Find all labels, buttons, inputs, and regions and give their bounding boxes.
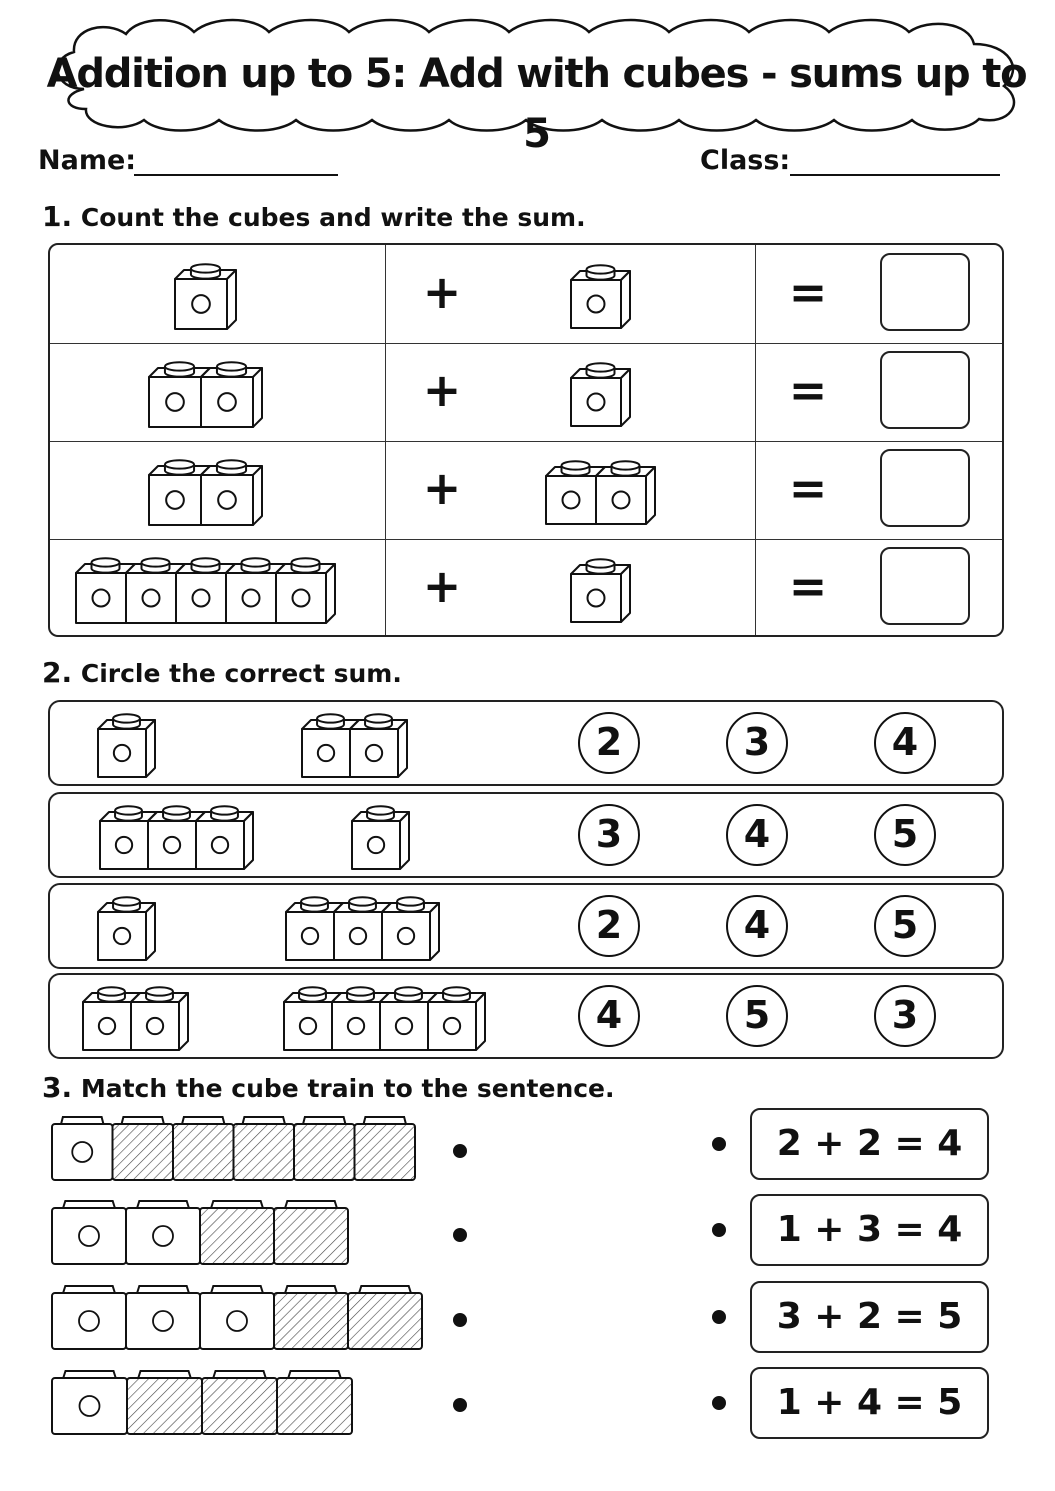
- shaded-cube-icon: [355, 1117, 416, 1180]
- sum-choice[interactable]: 2: [578, 712, 640, 774]
- answer-box[interactable]: [880, 449, 970, 527]
- shaded-cube-icon: [234, 1117, 295, 1180]
- plus-sign: +: [422, 265, 462, 319]
- sum-choice[interactable]: 4: [578, 985, 640, 1047]
- shaded-cube-icon: [274, 1286, 348, 1349]
- cube-icon: [571, 265, 630, 328]
- q3-heading: [42, 1071, 615, 1104]
- shaded-cube-icon: [202, 1371, 277, 1434]
- match-dot-right[interactable]: [712, 1137, 726, 1151]
- cube-group: [173, 257, 238, 335]
- answer-box[interactable]: [880, 547, 970, 625]
- cube-train[interactable]: [50, 1283, 424, 1355]
- shaded-cube-icon: [277, 1371, 352, 1434]
- cube-group: [96, 707, 157, 783]
- cube-icon: [52, 1117, 113, 1180]
- class-label: Class:: [700, 145, 791, 176]
- cube-icon: [126, 1286, 200, 1349]
- shaded-cube-icon: [173, 1117, 234, 1180]
- number-sentence[interactable]: 1 + 3 = 4: [750, 1194, 989, 1266]
- q3-instruction: Match the cube train to the sentence.: [80, 1074, 615, 1103]
- cube-icon: [571, 559, 630, 622]
- cube-group: [96, 890, 157, 966]
- plus-sign: +: [422, 559, 462, 613]
- match-dot-left[interactable]: [453, 1228, 467, 1242]
- sum-choice[interactable]: 3: [874, 985, 936, 1047]
- q1-row-divider: [50, 441, 1002, 442]
- q2-instruction: Circle the correct sum.: [80, 659, 402, 688]
- shaded-cube-icon: [294, 1117, 355, 1180]
- equals-sign: =: [788, 265, 828, 319]
- sum-choice[interactable]: 5: [874, 895, 936, 957]
- sum-choice[interactable]: 4: [726, 895, 788, 957]
- number-sentence[interactable]: 3 + 2 = 5: [750, 1281, 989, 1353]
- cube-group: [544, 454, 657, 530]
- q3-number: 3.: [42, 1071, 73, 1104]
- match-dot-left[interactable]: [453, 1313, 467, 1327]
- shaded-cube-icon: [113, 1117, 174, 1180]
- cube-icon: [52, 1371, 127, 1434]
- cube-icon: [98, 897, 155, 960]
- cube-icon: [428, 987, 485, 1050]
- shaded-cube-icon: [200, 1201, 274, 1264]
- plus-sign: +: [422, 363, 462, 417]
- cube-icon: [382, 897, 439, 960]
- number-sentence[interactable]: 2 + 2 = 4: [750, 1108, 989, 1180]
- q1-number: 1.: [42, 200, 73, 233]
- match-dot-left[interactable]: [453, 1398, 467, 1412]
- cube-icon: [126, 1201, 200, 1264]
- equals-sign: =: [788, 461, 828, 515]
- cube-group: [300, 707, 409, 783]
- name-field[interactable]: [134, 174, 338, 176]
- cube-icon: [200, 1286, 274, 1349]
- cube-group: [569, 356, 632, 432]
- cube-group: [569, 258, 632, 334]
- shaded-cube-icon: [348, 1286, 422, 1349]
- q2-heading: [42, 656, 402, 689]
- q1-row-divider: [50, 343, 1002, 344]
- cube-icon: [596, 461, 655, 524]
- sum-choice[interactable]: 3: [578, 804, 640, 866]
- cube-group: [74, 551, 337, 629]
- worksheet-title: Addition up to 5: Add with cubes - sums up to 5: [46, 51, 1027, 157]
- equals-sign: =: [788, 559, 828, 613]
- cube-icon: [571, 363, 630, 426]
- sum-choice[interactable]: 4: [726, 804, 788, 866]
- q1-col-divider: [385, 245, 386, 635]
- cube-group: [284, 890, 441, 966]
- shaded-cube-icon: [127, 1371, 202, 1434]
- match-dot-right[interactable]: [712, 1396, 726, 1410]
- cube-icon: [201, 362, 262, 427]
- sum-choice[interactable]: 4: [874, 712, 936, 774]
- shaded-cube-icon: [274, 1201, 348, 1264]
- q1-col-divider: [755, 245, 756, 635]
- sum-choice[interactable]: 2: [578, 895, 640, 957]
- cube-icon: [201, 460, 262, 525]
- cube-icon: [52, 1201, 126, 1264]
- cube-icon: [131, 987, 188, 1050]
- q1-heading: [42, 200, 586, 233]
- cube-group: [569, 552, 632, 628]
- q2-row: [48, 883, 1004, 969]
- class-field[interactable]: [790, 174, 1000, 176]
- equals-sign: =: [788, 363, 828, 417]
- q1-instruction: Count the cubes and write the sum.: [80, 203, 586, 232]
- q2-number: 2.: [42, 656, 73, 689]
- cube-icon: [52, 1286, 126, 1349]
- sum-choice[interactable]: 5: [874, 804, 936, 866]
- number-sentence[interactable]: 1 + 4 = 5: [750, 1367, 989, 1439]
- cube-icon: [350, 714, 407, 777]
- sum-choice[interactable]: 3: [726, 712, 788, 774]
- q2-row: [48, 973, 1004, 1059]
- q2-row: [48, 700, 1004, 786]
- sum-choice[interactable]: 5: [726, 985, 788, 1047]
- match-dot-right[interactable]: [712, 1310, 726, 1324]
- cube-train[interactable]: [50, 1368, 354, 1440]
- cube-icon: [196, 806, 253, 869]
- cube-group: [81, 980, 190, 1056]
- cube-icon: [276, 558, 335, 623]
- match-dot-left[interactable]: [453, 1144, 467, 1158]
- cube-icon: [352, 806, 409, 869]
- name-label: Name:: [38, 145, 137, 176]
- cube-icon: [175, 264, 236, 329]
- cube-group: [282, 980, 487, 1056]
- answer-box[interactable]: [880, 253, 970, 331]
- cube-group: [147, 355, 264, 433]
- q1-row-divider: [50, 539, 1002, 540]
- cube-group: [98, 799, 255, 875]
- cube-train[interactable]: [50, 1198, 350, 1270]
- match-dot-right[interactable]: [712, 1223, 726, 1237]
- plus-sign: +: [422, 461, 462, 515]
- cube-group: [350, 799, 411, 875]
- cube-group: [147, 453, 264, 531]
- cube-icon: [98, 714, 155, 777]
- answer-box[interactable]: [880, 351, 970, 429]
- cube-train[interactable]: [50, 1114, 417, 1186]
